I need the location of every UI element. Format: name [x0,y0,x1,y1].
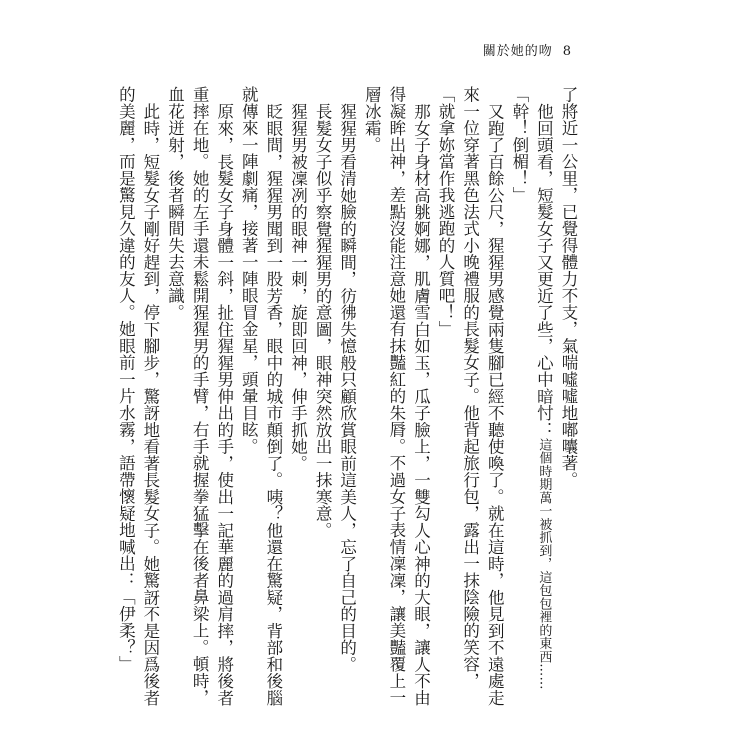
paragraph-text: 他回頭看，短髮女子又更近了些，心中暗忖： [534,102,554,438]
paragraph-5 [334,86,359,706]
paragraph-8 [236,86,285,706]
paragraph-text-after: 「幹！倒楣！」 [509,86,529,204]
paragraph-text: 又跑了百餘公尺，猩猩男感覺兩隻腳已經不聽使喚了。就在這時，他見到不遠處走來一位穿著黑色法式小晚禮服的長髮女子。他背起旅行包，露出一抹陰險的笑容，「就拿妳當作我逃跑的人質吧！」 [436,86,505,706]
paragraph-text: 原來，長髮女子身體一斜，扯住猩猩男伸出的手，使出一記華麗的過肩摔，將後者重摔在地。她的左手還未鬆開猩猩男的手臂，右手就握拳猛擊在後者鼻梁上。頓時，血花迸射，後者瞬間失去意識。 [165,86,234,706]
paragraph-text: 猩猩男看清她臉的瞬間，彷彿失憶般只顧欣賞眼前這美人，忘了自己的目的。 [337,102,357,672]
paragraph-text: 眨眼間，猩猩男聞到一股芳香，眼中的城市顛倒了。咦？他還在驚疑，背部和後腦就傳來一陣劇痛，接著一陣眼冒金星，頭暈目眩。 [239,86,283,706]
paragraph-6 [309,86,334,706]
paragraph-text: 那女子身材高䠷婀娜，肌膚雪白如玉，瓜子臉上，一雙勾人心神的大眼，讓人不由得凝眸出神，差點沒能注意她還有抹豔紅的朱脣。不過女子表情凜凜，讓美豔覆上一層冰霜。 [362,86,431,706]
paragraph-4 [359,86,433,706]
body-text [113,86,580,706]
page-number: 8 [562,44,572,59]
paragraph-2 [506,86,555,706]
paragraph-text: 了將近一公里，已覺得體力不支，氣喘噓噓地嘟囔著。 [559,86,578,488]
paragraph-7 [285,86,310,706]
inner-thought: 這個時期萬一被抓到，這包包裡的東西…… [536,437,552,690]
running-header [483,40,572,59]
paragraph-text: 猩猩男被凜冽的眼神一刺，旋即回神，伸手抓她。 [288,102,308,471]
paragraph-text: 長髮女子似乎察覺猩猩男的意圖，眼神突然放出一抹寒意。 [313,102,333,538]
chapter-title: 關於她的吻 [482,44,553,59]
paragraph-1 [555,86,580,706]
paragraph-10 [113,86,162,706]
paragraph-3 [432,86,506,706]
paragraph-text: 此時，短髮女子剛好趕到，停下腳步，驚訝地看著長髮女子。她驚訝不是因爲後者的美麗，而是驚見久違的友人。她眼前一片水霧，語帶懷疑地喊出：「伊柔？」 [116,86,160,706]
paragraph-9 [162,86,236,706]
